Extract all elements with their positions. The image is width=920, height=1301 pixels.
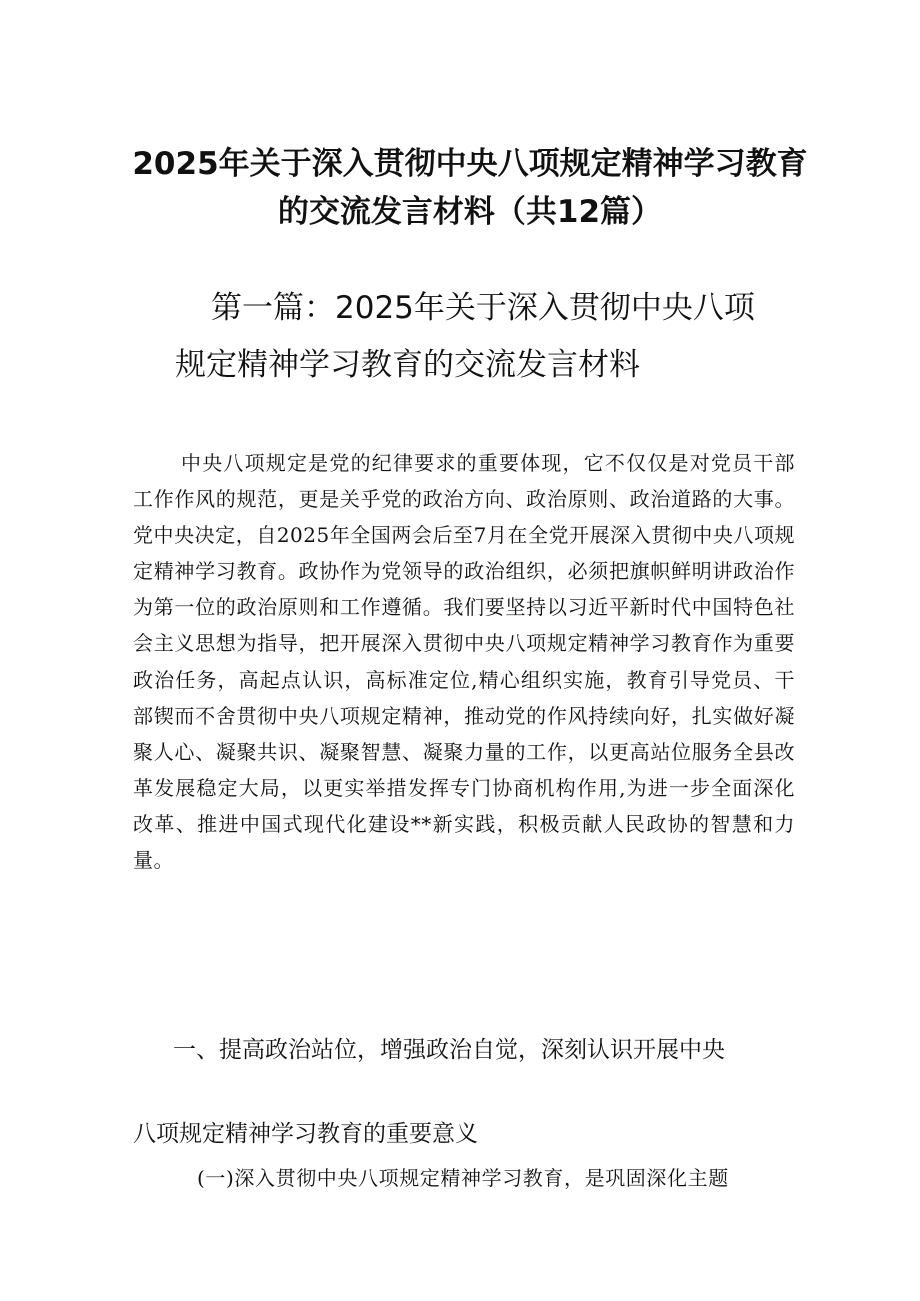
subsection-paragraph: (一)深入贯彻中央八项规定精神学习教育，是巩固深化主题 <box>197 1166 729 1190</box>
intro-paragraph: 中央八项规定是党的纪律要求的重要体现，它不仅仅是对党员干部工作作风的规范，更是关乎党的政治方向、政治原则、政治道路的大事。党中央决定，自2025年全国两会后至7月在全党开展深入贯彻中央八项规定精神学习教育。政协作为党领导的政治组织，必须把旗帜鲜明讲政治作为第一位的政治原则和工作遵循。我们要坚持以习近平新时代中国特色社会主义思想为指导，把开展深入贯彻中央八项规定精神学习教育作为重要政治任务，高起点认识，高标准定位,精心组织实施，教育引导党员、干部锲而不舍贯彻中央八项规定精神，推动党的作风持续向好，扎实做好凝聚人心、凝聚共识、凝聚智慧、凝聚力量的工作，以更高站位服务全县改革发展稳定大局，以更实举措发挥专门协商机构作用,为进一步全面深化改革、推进中国式现代化建设**新实践，积极贡献人民政协的智慧和力量。 <box>133 451 795 873</box>
chapter-title: 第一篇：2025年关于深入贯彻中央八项规定精神学习教育的交流发言材料 <box>175 290 755 383</box>
document-title: 2025年关于深入贯彻中央八项规定精神学习教育的交流发言材料（共12篇） <box>132 146 808 230</box>
section-heading-line-2: 八项规定精神学习教育的重要意义 <box>133 1121 478 1147</box>
section-heading-line-1: 一、提高政治站位，增强政治自觉，深刻认识开展中央 <box>173 1037 725 1063</box>
